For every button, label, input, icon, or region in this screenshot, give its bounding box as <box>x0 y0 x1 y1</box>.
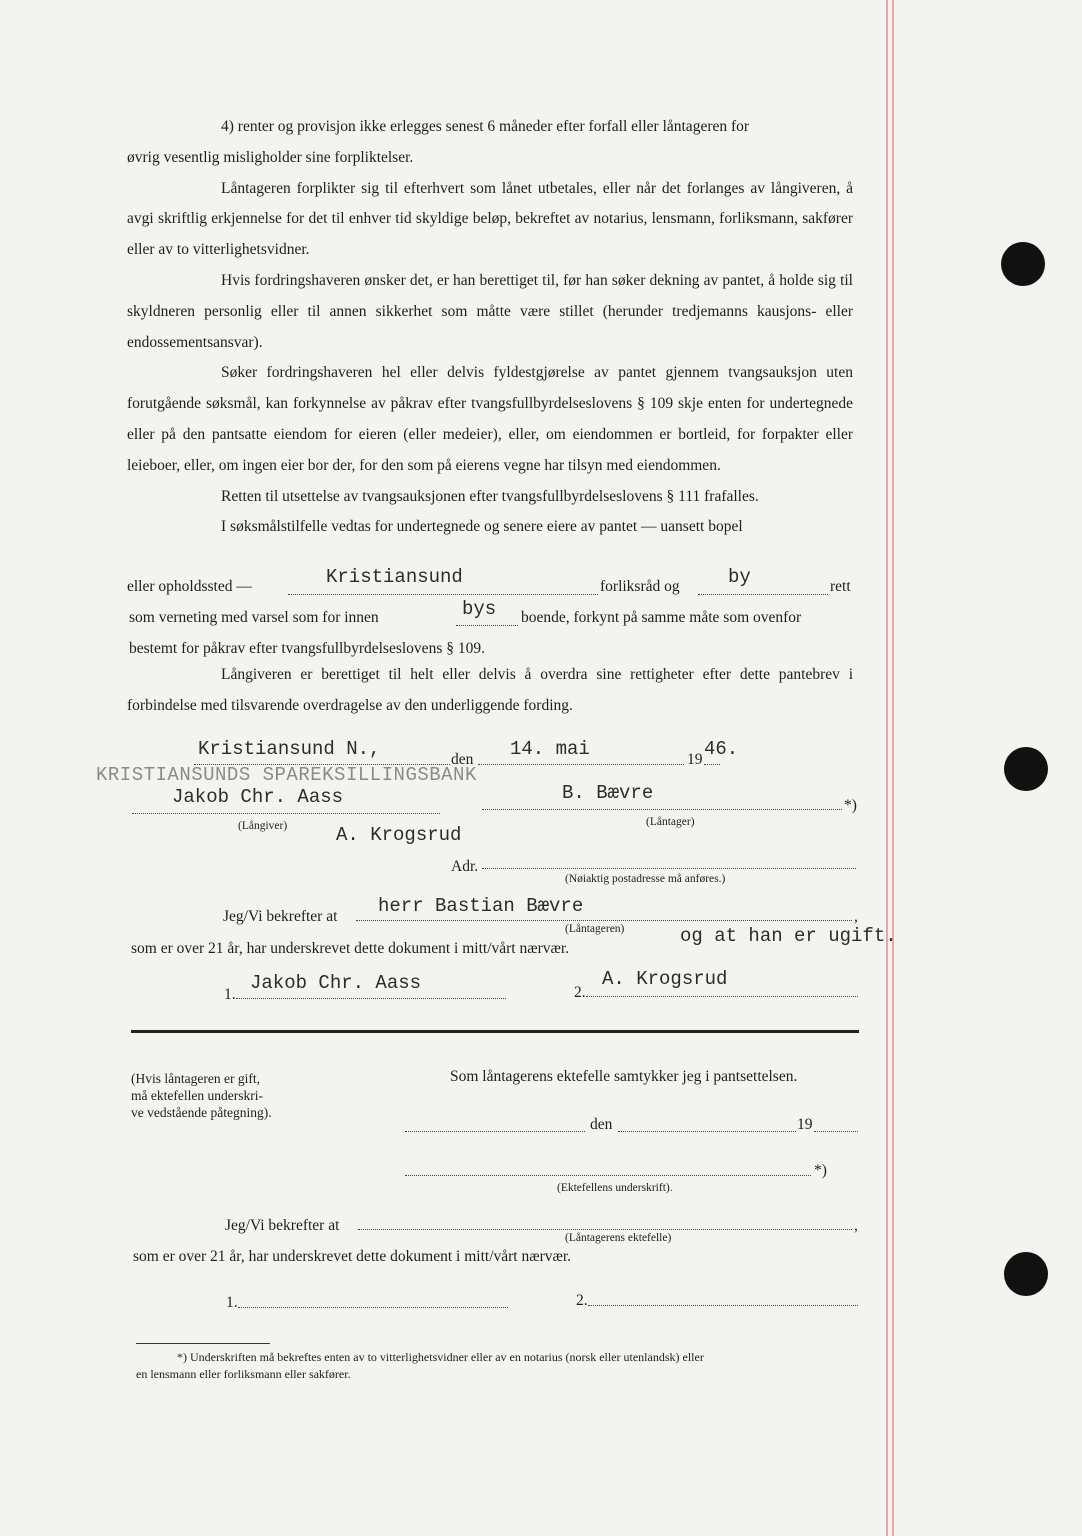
venue-value: bys <box>462 598 497 620</box>
spouse-confirm-comma: , <box>854 1217 858 1234</box>
para-5: Retten til utsettelse av tvangsauksjonen efter tvangsfullbyrdelseslovens § 111 frafalles. <box>221 487 759 505</box>
witness-2-signature: A. Krogsrud <box>602 968 728 990</box>
lender-caption: (Långiver) <box>238 820 288 832</box>
confirm-label: Jeg/Vi bekrefter at <box>223 908 338 925</box>
witness-1-line <box>236 998 506 999</box>
spouse-year-prefix: 19 <box>797 1116 813 1133</box>
opholdssted-label: eller opholdssted — <box>127 578 252 595</box>
place-value: Kristiansund N., <box>198 738 381 760</box>
spouse-date-line <box>618 1131 796 1132</box>
bank-stamp: KRISTIANSUNDS SPAREKSILLINGSBANK <box>96 764 477 786</box>
year-prefix: 19 <box>687 751 703 768</box>
spouse-confirm-label: Jeg/Vi bekrefter at <box>225 1217 340 1234</box>
punch-hole <box>1004 747 1048 791</box>
spouse-sign-caption: (Ektefellens underskrift). <box>557 1182 673 1194</box>
transfer-text <box>127 660 853 722</box>
conditions-text <box>127 112 853 543</box>
address-caption: (Nøiaktig postadresse må anføres.) <box>565 873 726 885</box>
boende-label: boende, forkynt på samme måte som ovenfor <box>521 609 802 626</box>
den-label: den <box>451 751 474 768</box>
borrower-signature: B. Bævre <box>562 782 654 804</box>
spouse-place-line <box>405 1131 585 1132</box>
spouse-den-label: den <box>590 1116 613 1133</box>
margin-line <box>886 0 888 1536</box>
confirm-line <box>356 920 852 921</box>
year-value: 46. <box>704 738 739 760</box>
spouse-witness-2-line <box>588 1305 858 1306</box>
spouse-over21-text: som er over 21 år, har underskrevet dette dokument i mitt/vårt nærvær. <box>133 1248 572 1265</box>
footnote-line-2: en lensmann eller forliksmann eller sakfører. <box>136 1367 351 1381</box>
confirm-name: herr Bastian Bævre <box>378 895 584 917</box>
spouse-instruction-3: ve vedstående påtegning). <box>131 1105 272 1120</box>
spouse-confirm-line <box>358 1229 852 1230</box>
address-label: Adr. <box>451 858 479 875</box>
over21-text: som er over 21 år, har underskrevet dette dokument i mitt/vårt nærvær. <box>131 940 570 957</box>
spouse-instruction-2: må ektefellen underskri- <box>131 1088 263 1103</box>
para-6d: bestemt for påkrav efter tvangsfullbyrdelseslovens § 109. <box>129 640 485 657</box>
para-6a: I søksmålstilfelle vedtas for undertegnede og senere eiere av pantet — uansett bopel <box>221 518 743 536</box>
confirm-extra: og at han er ugift. <box>680 925 897 947</box>
spouse-instruction-1: (Hvis låntageren er gift, <box>131 1071 260 1086</box>
punch-hole <box>1001 242 1045 286</box>
spouse-instruction <box>131 1070 331 1121</box>
confirm-comma: , <box>854 908 858 925</box>
spouse-year-line <box>814 1131 858 1132</box>
court-place-line <box>288 594 598 595</box>
venue-line <box>456 625 518 626</box>
para-2: Låntageren forplikter sig til efterhvert som lånet utbetales, eller når det forlanges av långiveren, å avgi skriftlig erkjennelse for det til enhver tid skyldige beløp, bekreftet av notarius, lensmann, forliksmann, sakfører eller av to vitterlighetsvidner. <box>127 179 853 259</box>
court-place-value: Kristiansund <box>326 566 463 588</box>
date-value: 14. mai <box>510 738 590 760</box>
para-1b: øvrig vesentlig misligholder sine forpliktelser. <box>127 148 414 166</box>
spouse-confirm-caption: (Låntagerens ektefelle) <box>565 1232 672 1244</box>
spouse-consent-text: Som låntagerens ektefelle samtykker jeg i pantsettelsen. <box>450 1068 798 1085</box>
witness-1-signature: Jakob Chr. Aass <box>250 972 422 994</box>
forliksrad-label: forliksråd og <box>600 578 680 595</box>
para-4: Søker fordringshaveren hel eller delvis fyldestgjørelse av pantet gjennem tvangsauksjon uten forutgående søksmål, kan forkynnelse av påkrav efter tvangsfullbyrdelseslovens § 109 skje enten for undertegnede eller på den pantsatte eiendom for eieren (eller medeier), eller, om eiendommen er bortleid, for forpakter eller leieboer, eller, om ingen eier bor der, for den som på eierens vegne har tilsyn med eiendommen. <box>127 364 853 474</box>
court-type-value: by <box>728 566 751 588</box>
address-line <box>482 868 856 869</box>
footnote-line-1: *) Underskriften må bekreftes enten av to vitterlighetsvidner eller av en notarius (norsk eller utenlandsk) eller <box>177 1350 704 1364</box>
spouse-witness-2-label: 2. <box>576 1292 588 1309</box>
para-3: Hvis fordringshaveren ønsker det, er han berettiget til, før han søker dekning av pantet, å holde sig til skyldneren personlig eller til annen sikkerhet som måtte være stillet (herunder tredjemanns kausjons- eller endossementsansvar). <box>127 271 853 351</box>
spouse-witness-1-line <box>238 1307 508 1308</box>
section-divider <box>131 1030 859 1033</box>
borrower-sign-line <box>482 809 842 810</box>
lender-signature: Jakob Chr. Aass <box>172 786 344 808</box>
witness-2-label: 2. <box>574 984 586 1001</box>
footnote-rule <box>136 1343 270 1344</box>
lender-sign-line <box>132 813 440 814</box>
court-type-line <box>698 594 828 595</box>
lender-second-signature: A. Krogsrud <box>336 824 462 846</box>
year-line <box>704 764 720 765</box>
spouse-witness-1-label: 1. <box>226 1294 238 1311</box>
witness-1-label: 1. <box>224 986 236 1003</box>
verneting-label: som verneting med varsel som for innen <box>129 609 379 626</box>
spouse-sign-line <box>405 1175 811 1176</box>
borrower-caption: (Låntager) <box>646 816 695 828</box>
witness-2-line <box>586 996 858 997</box>
confirm-caption: (Låntageren) <box>565 923 625 935</box>
punch-hole <box>1004 1252 1048 1296</box>
rett-label: rett <box>830 578 851 595</box>
para-1a: 4) renter og provisjon ikke erlegges senest 6 måneder efter forfall eller låntageren for <box>221 118 750 135</box>
para-7: Långiveren er berettiget til helt eller delvis å overdra sine rettigheter efter dette pantebrev i forbindelse med tilsvarende overdragelse av den underliggende fording. <box>127 666 853 714</box>
spouse-footnote-mark: *) <box>814 1162 827 1179</box>
date-line <box>478 764 684 765</box>
borrower-footnote-mark: *) <box>844 797 857 814</box>
margin-line <box>892 0 894 1536</box>
